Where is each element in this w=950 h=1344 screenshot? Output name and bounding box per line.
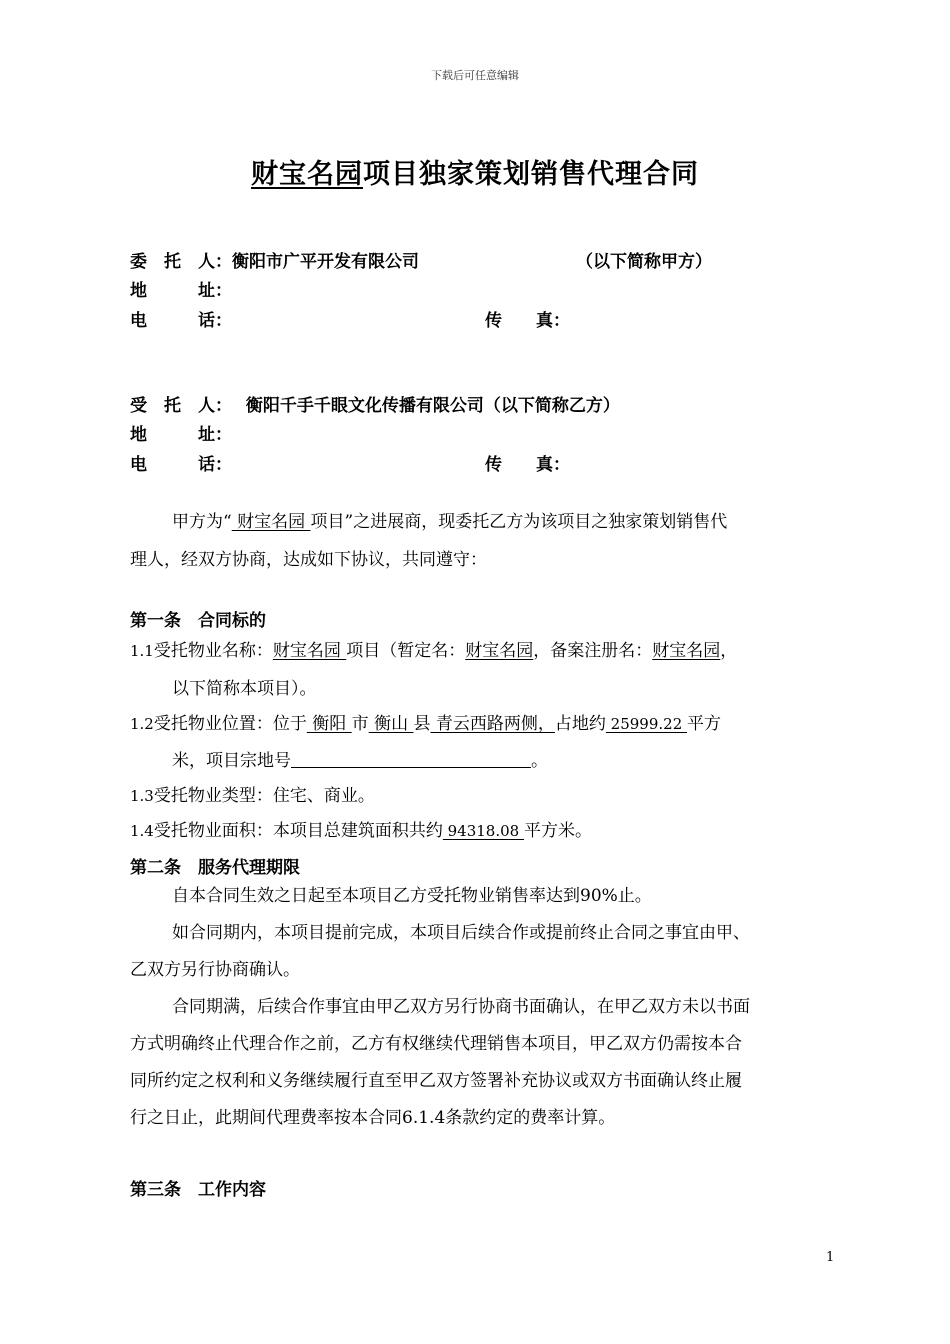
title-rest: 项目独家策划销售代理合同 [363, 159, 699, 190]
item-1-2-text-c: 县 [413, 714, 431, 734]
item-1-2 [130, 705, 721, 743]
party-b-address-row [130, 420, 232, 445]
intro-text-a: 甲方为“ [172, 512, 232, 532]
item-1-1 [130, 632, 737, 670]
article-2-p3-line1: 合同期满，后续合作事宜由甲乙双方另行协商书面确认，在甲乙双方未以书面 [172, 997, 750, 1017]
item-1-2-period: 。 [531, 751, 548, 771]
item-1-4-text-b: 平方米。 [523, 821, 592, 841]
item-1-2-text-b: 市 [351, 714, 369, 734]
intro-text-b: 项目”之进展商，现委托乙方为该项目之独家策划销售代 [310, 512, 728, 532]
item-1-1-text-b: 项目（暂定名： [346, 641, 466, 661]
article-2-heading: 第二条 服务代理期限 [130, 858, 300, 878]
contract-title [0, 152, 950, 191]
item-1-3-number: 1.3 [130, 787, 154, 805]
item-1-1-reg-name: 财宝名园 [652, 641, 721, 661]
item-1-2-continued [172, 742, 548, 780]
item-1-4 [130, 812, 592, 850]
article-2-p3-line2: 方式明确终止代理合作之前，乙方有权继续代理销售本项目，甲乙双方仍需按本合 [130, 1034, 742, 1054]
article-3-heading: 第三条 工作内容 [130, 1180, 266, 1200]
party-b-agent-value: 衡阳千手千眼文化传播有限公司（以下简称乙方） [245, 396, 620, 416]
item-1-4-area: 94318.08 [442, 822, 524, 840]
party-a-address-label: 地 址： [130, 281, 232, 301]
item-1-3-text: 受托物业类型：住宅、商业。 [153, 786, 375, 806]
item-1-1-text-d: ， [720, 641, 738, 661]
item-1-1-text-a: 受托物业名称： [153, 641, 273, 661]
article-2-p3-line3: 同所约定之权利和义务继续履行直至甲乙双方签署补充协议或双方书面确认终止履 [130, 1071, 742, 1091]
article-2-p2-line2: 乙双方另行协商确认。 [130, 960, 300, 980]
party-b-fax-label: 传 真： [485, 455, 570, 475]
article-1-heading: 第一条 合同标的 [130, 611, 266, 631]
item-1-1-continued: 以下简称本项目）。 [172, 679, 317, 699]
item-1-2-city: 衡阳 [306, 714, 352, 734]
item-1-2-text-a: 受托物业位置：位于 [153, 714, 307, 734]
item-1-4-number: 1.4 [130, 822, 154, 840]
item-1-2-number: 1.2 [130, 715, 154, 733]
item-1-2-text-e: 平方 [687, 714, 721, 734]
party-b-phone-label: 电 话： [130, 455, 232, 475]
party-a-fax-label: 传 真： [485, 311, 570, 331]
item-1-2-text-d: 占地约 [554, 714, 606, 734]
item-1-2-area: 25999.22 [605, 715, 687, 733]
party-a-phone-row [130, 306, 570, 331]
item-1-3 [130, 777, 375, 815]
item-1-2-lot-label: 米，项目宗地号 [172, 751, 291, 771]
party-a-client-value: 衡阳市广平开发有限公司 [232, 252, 419, 272]
party-a-client-note: （以下简称甲方） [576, 252, 712, 272]
party-b-agent-label: 受 托 人： [130, 396, 232, 416]
title-project-name: 财宝名园 [251, 159, 363, 190]
item-1-2-road: 青云西路两侧， [430, 714, 555, 734]
item-1-1-number: 1.1 [130, 642, 154, 660]
party-a-phone-label: 电 话： [130, 311, 232, 331]
article-2-p3-line4: 行之日止，此期间代理费率按本合同6.1.4条款约定的费率计算。 [130, 1108, 616, 1128]
party-b-phone-row [130, 450, 570, 475]
item-1-1-text-c: ，备案注册名： [533, 641, 653, 661]
intro-project-name: 财宝名园 [231, 512, 311, 532]
header-note: 下载后可任意编辑 [431, 69, 519, 82]
article-2-p2-line1: 如合同期内，本项目提前完成，本项目后续合作或提前终止合同之事宜由甲、 [172, 923, 750, 943]
intro-line-2: 理人，经双方协商，达成如下协议，共同遵守： [130, 550, 487, 570]
item-1-2-county: 衡山 [368, 714, 414, 734]
item-1-4-text-a: 受托物业面积：本项目总建筑面积共约 [153, 821, 443, 841]
article-2-p1: 自本合同生效之日起至本项目乙方受托物业销售率达到90%止。 [172, 886, 652, 906]
party-b-address-label: 地 址： [130, 425, 232, 445]
page-number: 1 [826, 1250, 835, 1265]
item-1-1-name: 财宝名园 [272, 641, 347, 661]
item-1-1-temp-name: 财宝名园 [465, 641, 534, 661]
item-1-2-lot-blank [291, 749, 531, 768]
party-a-address-row [130, 276, 232, 301]
party-b-agent-row [130, 391, 620, 416]
party-a-client-row [130, 247, 712, 272]
party-a-client-label: 委 托 人： [130, 252, 232, 272]
intro-line-1 [172, 503, 727, 541]
